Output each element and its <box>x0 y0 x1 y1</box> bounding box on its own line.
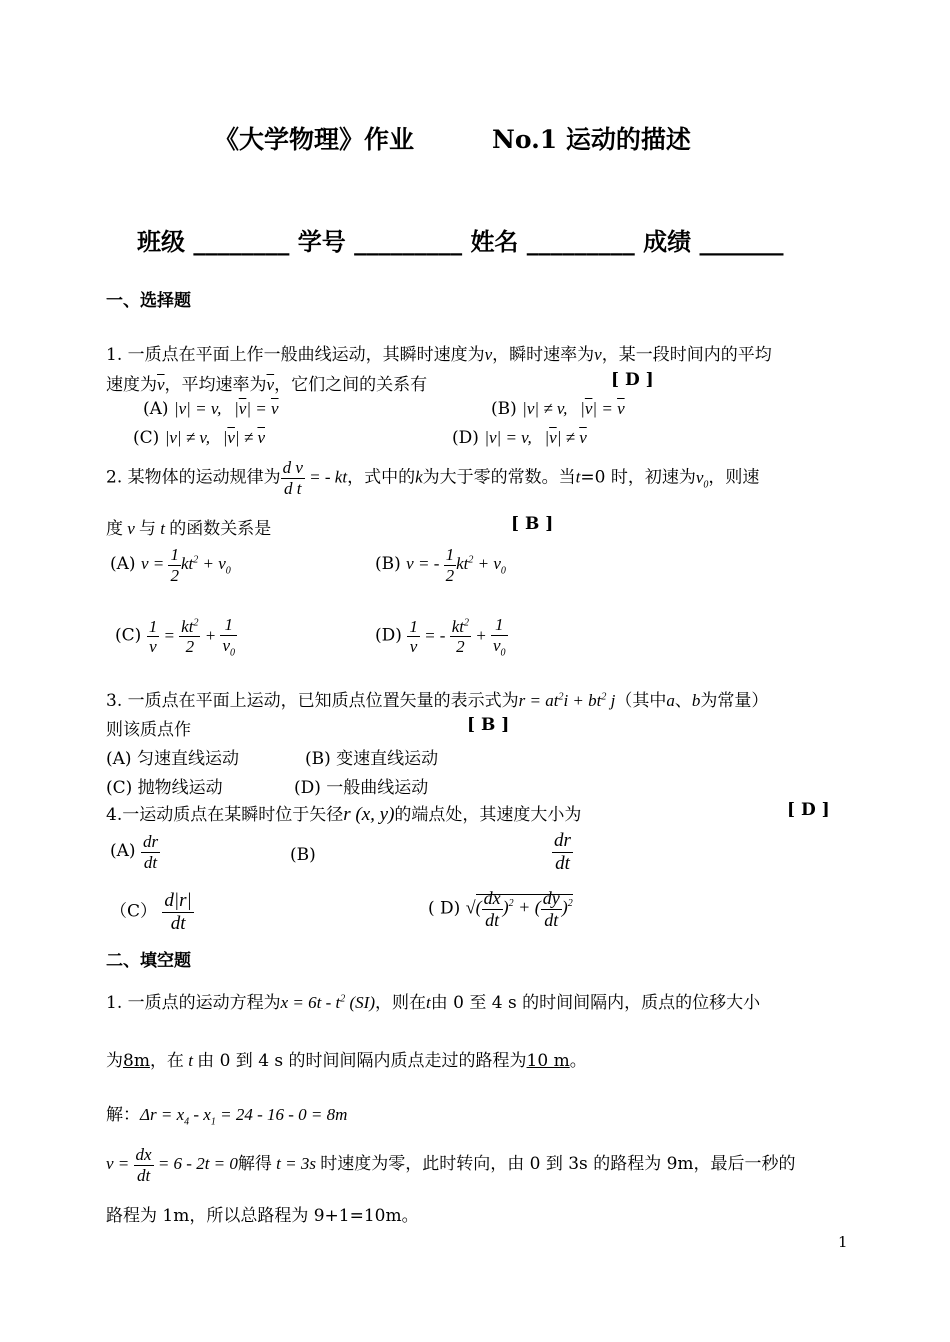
q2-text-c: 为大于零的常数。当 <box>422 467 576 488</box>
q4-opt-b-formula: $\frac{dr}{dt}$ <box>554 830 571 874</box>
fill1-sol-label: 解： <box>106 1105 140 1125</box>
q1-opt-c-formula: |v| ≠ v, $|\overline{v}| \ne \overline{v}$ <box>164 428 265 447</box>
q2-t: t <box>575 467 581 487</box>
fill1-t2: t <box>183 1051 198 1070</box>
q2-line2 <box>106 514 271 539</box>
q3-line2: 则该质点作 <box>106 720 191 740</box>
id-label: 学号 <box>297 228 346 256</box>
q4-answer: [ D ] <box>787 800 830 820</box>
q4-opt-c-formula: $\frac{d|r|}{dt}$ <box>164 890 192 934</box>
name-blank[interactable]: _________ <box>526 228 635 256</box>
q1-opt-d-label: (D) <box>452 428 479 448</box>
fill1-text-d: 为 <box>106 1051 123 1071</box>
id-blank[interactable]: _________ <box>354 228 463 256</box>
fill1-sol2-text-b: 时速度为零，此时转向，由 0 到 3s 的路程为 9m，最后一秒的 <box>320 1153 796 1174</box>
q2-dv-dt: $\frac{\text{d v}}{\text{d t}}$ <box>282 458 303 498</box>
fill1-answer-2[interactable]: 10 m <box>526 1051 570 1071</box>
q4-opt-c-label: （C） <box>110 901 158 922</box>
q4-option-c <box>110 890 194 935</box>
q4-rxy: r (x, y) <box>343 804 395 825</box>
fill1-solution-1 <box>106 1100 347 1127</box>
q2-text-d: =0 时，初速为 <box>580 467 696 488</box>
page-number: 1 <box>838 1233 848 1251</box>
title-left: 《大学物理》作业 <box>214 125 415 154</box>
q2-t2: t <box>156 519 170 538</box>
fill1-text-b: ，则在 <box>374 993 426 1013</box>
q2-option-a <box>110 545 231 585</box>
q3-option-d: (D) 一般曲线运动 <box>294 778 429 798</box>
q4-opt-a-label: (A) <box>110 840 136 861</box>
q2-opt-a-formula: v = $\frac{1}{2}$ $kt^2 + v_0$ <box>140 545 231 585</box>
q2-opt-b-formula: v = - $\frac{1}{2}$ $kt^2 + v_0$ <box>406 545 506 585</box>
q2-text-a: 2. 某物体的运动规律为 <box>106 467 281 488</box>
q3-option-c: (C) 抛物线运动 <box>106 778 223 798</box>
q3-text-d: 为常量） <box>700 691 769 711</box>
q2-k: k <box>415 467 423 487</box>
q2-text-f: 度 <box>106 519 123 539</box>
q2-v: v <box>123 519 140 538</box>
score-blank[interactable]: _______ <box>699 228 784 256</box>
q1-option-a <box>143 399 279 419</box>
class-label: 班级 <box>137 228 185 256</box>
fill1-text-c: 由 0 至 4 s 的时间间隔内，质点的位移大小 <box>430 993 761 1013</box>
info-line <box>137 222 784 257</box>
q4-opt-b-label: (B) <box>290 845 316 865</box>
q1-text-e: ，平均速率为 <box>164 375 267 395</box>
q4-text-a: 4.一运动质点在某瞬时位于矢径 <box>106 805 344 825</box>
q3-option-b: (B) 变速直线运动 <box>305 749 439 769</box>
q3-text-b: （其中 <box>615 691 667 711</box>
fill1-sol-formula: $\Delta r = x_4 - x_1 = 24 - 16 - 0 = 8m$ <box>140 1105 348 1128</box>
q3-formula: $r = at^2i + bt^2$ j <box>518 691 616 710</box>
q1-line1 <box>106 340 772 365</box>
q2-opt-a-label: (A) <box>110 553 136 574</box>
q2-v0: $v_0$ <box>695 467 709 490</box>
q2-opt-d-label: (D) <box>375 625 402 646</box>
q4-line1 <box>106 800 581 826</box>
q1-opt-d-formula: |v| = v, $|\overline{v}| \ne \overline{v}$ <box>484 428 587 447</box>
q1-v-vec: v <box>484 345 493 364</box>
fill1-solution-3: 路程为 1m，所以总路程为 9+1=10m。 <box>106 1206 419 1226</box>
q1-avg-v-vec: $\overline{v}$ <box>157 375 165 394</box>
q1-v-scalar: v <box>594 345 602 364</box>
q3-b: b <box>691 691 701 710</box>
q1-text-b: ，瞬时速率为 <box>492 345 595 365</box>
q3-a: a <box>666 691 675 710</box>
fill1-sol2-t3: t = 3s <box>271 1153 321 1173</box>
section1-heading: 一、选择题 <box>106 291 191 311</box>
q1-text-c: ，某一段时间内的平均 <box>601 345 772 365</box>
q4-opt-d-formula: √( $\frac{dx}{dt}$ )$^2$ + ( $\frac{dy}{dt}$ )$^2$ <box>465 888 573 930</box>
q2-line1 <box>106 458 759 498</box>
q2-text-e: ，则速 <box>708 467 760 488</box>
q1-answer: [ D ] <box>611 370 654 390</box>
q3-answer: [ B ] <box>467 715 510 735</box>
q2-opt-d-formula: $\frac{1}{v}$ = - $\frac{kt^2}{2}$ + $\frac{1}{v_0}$ <box>409 615 506 658</box>
q3-line1 <box>106 686 768 711</box>
q2-opt-c-label: (C) <box>115 625 142 646</box>
fill1-sol2-formula: v = $\frac{dx}{dt}$ = 6 - 2t = 0 <box>106 1145 238 1185</box>
q1-option-d <box>452 428 587 448</box>
q4-opt-a-formula: $\frac{dr}{dt}$ <box>142 832 159 872</box>
q1-text-f: ，它们之间的关系有 <box>274 375 428 395</box>
q1-option-b <box>491 399 625 419</box>
fill1-t: t <box>425 993 431 1012</box>
section2-heading: 二、填空题 <box>106 951 191 971</box>
q3-option-a: (A) 匀速直线运动 <box>106 749 239 769</box>
q1-opt-b-formula: |v| ≠ v, $|\overline{v}| = \overline{v}$ <box>522 399 625 418</box>
q4-text-b: 的端点处，其速度大小为 <box>394 805 582 825</box>
q1-text-d: 速度为 <box>106 375 157 395</box>
fill1-line1 <box>106 988 760 1013</box>
fill1-equation: $x = 6t - t^2$ (SI) <box>280 993 375 1012</box>
q2-eq: = - kt <box>304 467 348 487</box>
fill1-text-f: 由 0 到 4 s 的时间间隔内质点走过的路程为 <box>197 1051 527 1071</box>
q1-opt-c-label: (C) <box>133 428 160 448</box>
fill1-solution-2 <box>106 1145 796 1185</box>
fill1-text-e: ，在 <box>149 1051 184 1071</box>
q2-option-b <box>375 545 506 585</box>
q2-opt-c-formula: $\frac{1}{v}$ = $\frac{kt^2}{2}$ + $\frac{1}{v_0}$ <box>148 615 235 658</box>
fill1-text-a: 1. 一质点的运动方程为 <box>106 993 281 1013</box>
score-label: 成绩 <box>643 228 692 256</box>
q1-avg-v: $\overline{v}$ <box>266 375 275 394</box>
q3-text-c: 、 <box>674 691 692 711</box>
q1-opt-b-label: (B) <box>491 399 517 419</box>
q3-text-a: 3. 一质点在平面上运动，已知质点位置矢量的表示式为 <box>106 691 519 711</box>
q1-line2 <box>106 370 427 395</box>
q1-text-a: 1. 一质点在平面上作一般曲线运动，其瞬时速度为 <box>106 345 485 365</box>
q2-option-d <box>375 615 508 658</box>
q4-option-a <box>110 832 160 872</box>
class-blank[interactable]: ________ <box>193 228 290 256</box>
q1-opt-a-label: (A) <box>143 399 169 419</box>
q2-opt-b-label: (B) <box>375 553 401 574</box>
q2-text-b: ，式中的 <box>347 467 416 488</box>
q4-opt-d-label: ( D) <box>428 898 461 919</box>
q1-option-c <box>133 428 265 448</box>
q4-option-d <box>428 888 573 930</box>
fill1-line2 <box>106 1046 587 1071</box>
q2-answer: [ B ] <box>511 514 554 534</box>
q2-text-h: 的函数关系是 <box>169 519 272 539</box>
fill1-answer-1[interactable]: 8m <box>123 1051 150 1071</box>
fill1-text-g: 。 <box>569 1051 587 1071</box>
title-right: No.1 运动的描述 <box>492 125 691 154</box>
name-label: 姓名 <box>470 228 519 256</box>
q2-text-g: 与 <box>139 519 157 539</box>
fill1-sol2-text-a: 解得 <box>237 1153 272 1174</box>
q2-option-c <box>115 615 237 658</box>
q1-opt-a-formula: |v| = v, $|\overline{v}| = \overline{v}$ <box>173 399 279 418</box>
